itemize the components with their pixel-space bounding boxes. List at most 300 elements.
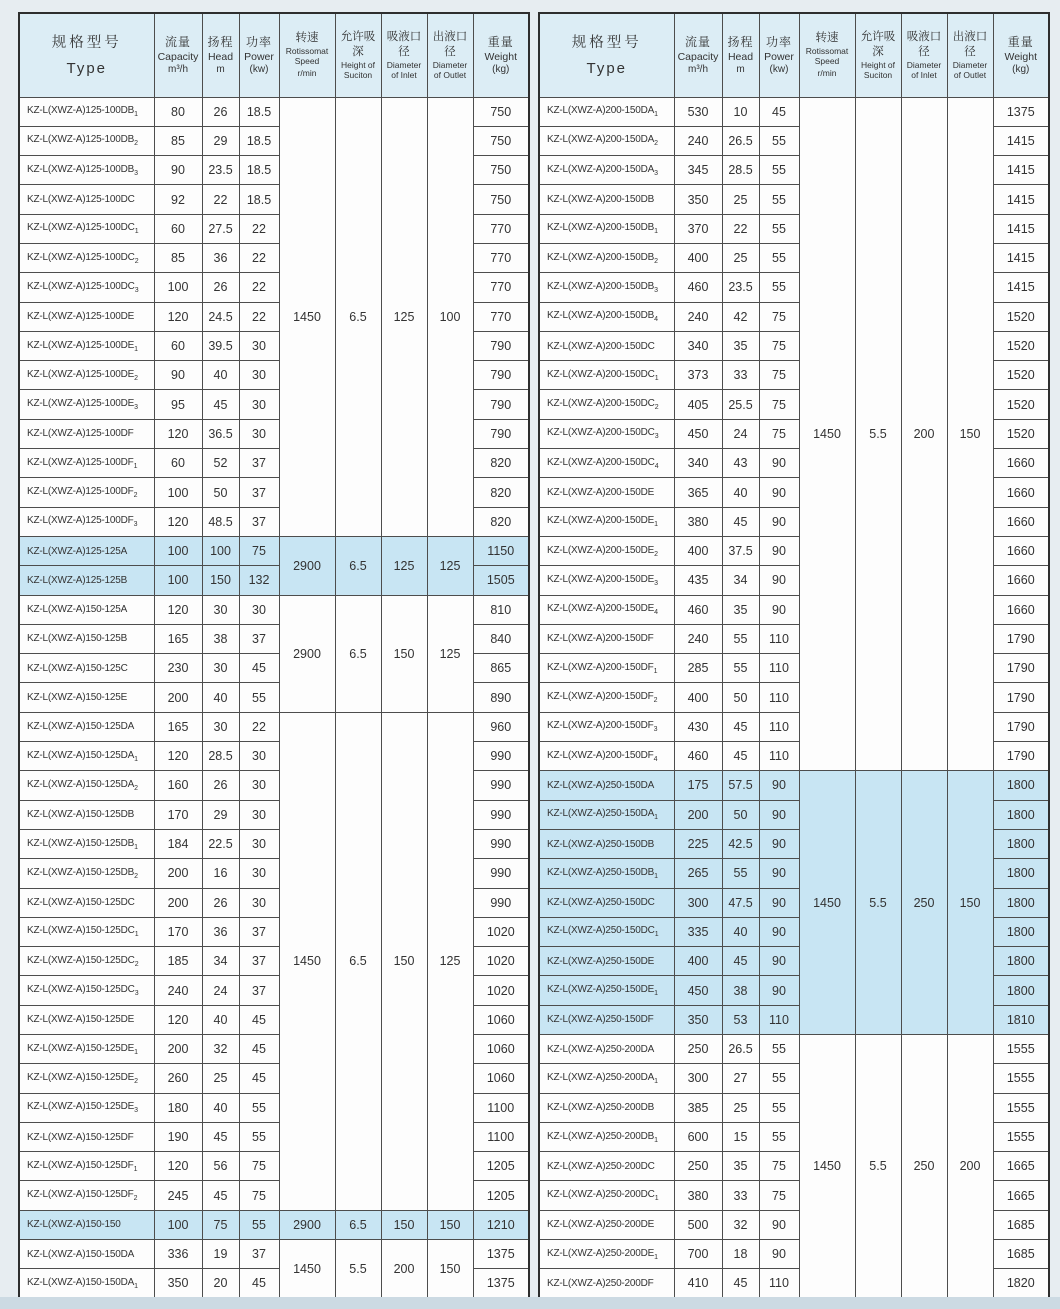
power-cell: 55 [239,683,279,712]
capacity-cell: 336 [154,1240,202,1269]
weight-cell: 1020 [473,976,529,1005]
head-cell: 36 [202,243,239,272]
weight-cell: 1555 [993,1122,1049,1151]
power-cell: 30 [239,361,279,390]
type-cell: $KZ-L(XWZ-A)150-125DF_2$ [19,1181,154,1210]
capacity-cell: 200 [154,859,202,888]
power-cell: 30 [239,742,279,771]
weight-cell: 750 [473,185,529,214]
power-cell: 37 [239,507,279,536]
spec-row [19,712,529,741]
type-cell: $KZ-L(XWZ-A)250-200DE_1$ [539,1240,674,1269]
weight-cell: 1555 [993,1035,1049,1064]
capacity-cell: 365 [674,478,722,507]
type-cell: KZ-L(XWZ-A)150-125DF [19,1122,154,1151]
weight-cell: 820 [473,507,529,536]
capacity-cell: 170 [154,917,202,946]
weight-cell: 1415 [993,126,1049,155]
head-cell: 45 [202,390,239,419]
weight-cell: 1790 [993,683,1049,712]
power-cell: 55 [239,1093,279,1122]
power-cell: 75 [239,1152,279,1181]
type-cell: $KZ-L(XWZ-A)150-125DC_3$ [19,976,154,1005]
type-cell: KZ-L(XWZ-A)125-100DE [19,302,154,331]
weight-cell: 1665 [993,1181,1049,1210]
capacity-cell: 400 [674,536,722,565]
capacity-cell: 200 [154,683,202,712]
power-cell: 90 [759,976,799,1005]
power-cell: 45 [239,1005,279,1034]
type-cell: $KZ-L(XWZ-A)200-150DB_3$ [539,273,674,302]
head-cell: 45 [722,742,759,771]
outlet-diameter-cell: 200 [947,1035,993,1299]
capacity-cell: 265 [674,859,722,888]
weight-cell: 1555 [993,1093,1049,1122]
power-cell: 45 [239,1035,279,1064]
outlet-diameter-cell: 125 [427,595,473,712]
power-cell: 45 [759,97,799,126]
weight-cell: 820 [473,478,529,507]
outlet-diameter-cell: 125 [427,536,473,595]
type-cell: $KZ-L(XWZ-A)200-150DA_3$ [539,156,674,185]
col-header-suction: 允许吸深 Height of Suciton [855,13,901,97]
head-cell: 15 [722,1122,759,1151]
capacity-cell: 160 [154,771,202,800]
speed-cell: 1450 [799,771,855,1035]
weight-cell: 1415 [993,156,1049,185]
capacity-cell: 120 [154,302,202,331]
capacity-cell: 430 [674,712,722,741]
type-cell: $KZ-L(XWZ-A)200-150DC_1$ [539,361,674,390]
power-cell: 90 [759,566,799,595]
weight-cell: 1660 [993,507,1049,536]
weight-cell: 890 [473,683,529,712]
left-table-slot [18,12,530,1299]
head-cell: 26.5 [722,126,759,155]
weight-cell: 1660 [993,536,1049,565]
weight-cell: 1660 [993,478,1049,507]
head-cell: 45 [722,1269,759,1298]
head-cell: 16 [202,859,239,888]
capacity-cell: 245 [154,1181,202,1210]
head-cell: 39.5 [202,331,239,360]
capacity-cell: 120 [154,1005,202,1034]
type-cell: KZ-L(XWZ-A)250-150DE [539,947,674,976]
head-cell: 25 [722,1093,759,1122]
head-cell: 28.5 [722,156,759,185]
head-cell: 43 [722,449,759,478]
power-cell: 110 [759,624,799,653]
col-header-inlet: 吸液口径 Diameter of Inlet [381,13,427,97]
head-cell: 23.5 [202,156,239,185]
power-cell: 75 [759,390,799,419]
weight-cell: 1660 [993,595,1049,624]
type-cell: $KZ-L(XWZ-A)200-150DA_2$ [539,126,674,155]
power-cell: 90 [759,1240,799,1269]
capacity-cell: 85 [154,243,202,272]
weight-cell: 1020 [473,917,529,946]
capacity-cell: 300 [674,888,722,917]
inlet-diameter-cell: 150 [381,595,427,712]
speed-cell: 2900 [279,536,335,595]
weight-cell: 1660 [993,566,1049,595]
col-header-head: 扬程 Head m [722,13,759,97]
power-cell: 75 [759,1181,799,1210]
type-cell: KZ-L(XWZ-A)150-125B [19,624,154,653]
type-cell: $KZ-L(XWZ-A)150-125DE_1$ [19,1035,154,1064]
capacity-cell: 120 [154,507,202,536]
weight-cell: 1820 [993,1269,1049,1298]
head-cell: 24 [202,976,239,1005]
type-cell: $KZ-L(XWZ-A)250-200DC_1$ [539,1181,674,1210]
capacity-cell: 60 [154,331,202,360]
type-cell: KZ-L(XWZ-A)200-150DB [539,185,674,214]
power-cell: 37 [239,976,279,1005]
head-cell: 35 [722,595,759,624]
type-cell: $KZ-L(XWZ-A)200-150DE_1$ [539,507,674,536]
head-cell: 26.5 [722,1035,759,1064]
head-cell: 10 [722,97,759,126]
suction-height-cell: 5.5 [855,97,901,771]
capacity-cell: 230 [154,654,202,683]
power-cell: 110 [759,1269,799,1298]
type-cell: $KZ-L(XWZ-A)250-200DA_1$ [539,1064,674,1093]
outlet-diameter-cell: 125 [427,712,473,1210]
power-cell: 22 [239,302,279,331]
head-cell: 38 [722,976,759,1005]
head-cell: 40 [202,683,239,712]
power-cell: 75 [759,331,799,360]
head-cell: 45 [722,947,759,976]
head-cell: 48.5 [202,507,239,536]
power-cell: 110 [759,742,799,771]
type-cell: $KZ-L(XWZ-A)200-150DC_2$ [539,390,674,419]
head-cell: 24.5 [202,302,239,331]
inlet-diameter-cell: 200 [381,1240,427,1299]
power-cell: 90 [759,478,799,507]
power-cell: 55 [759,1093,799,1122]
type-cell: $KZ-L(XWZ-A)150-125DF_1$ [19,1152,154,1181]
type-cell: KZ-L(XWZ-A)125-125A [19,536,154,565]
type-cell: KZ-L(XWZ-A)125-125B [19,566,154,595]
col-header-head: 扬程 Head m [202,13,239,97]
head-cell: 45 [722,507,759,536]
head-cell: 25 [722,185,759,214]
head-cell: 25 [722,243,759,272]
head-cell: 75 [202,1210,239,1239]
head-cell: 32 [722,1210,759,1239]
type-cell: KZ-L(XWZ-A)150-125C [19,654,154,683]
weight-cell: 1790 [993,654,1049,683]
power-cell: 55 [759,1035,799,1064]
power-cell: 55 [239,1210,279,1239]
capacity-cell: 370 [674,214,722,243]
weight-cell: 1520 [993,361,1049,390]
capacity-cell: 530 [674,97,722,126]
spec-row [539,771,1049,800]
weight-cell: 1800 [993,771,1049,800]
capacity-cell: 240 [674,624,722,653]
type-cell: $KZ-L(XWZ-A)125-100DF_1$ [19,449,154,478]
power-cell: 55 [759,185,799,214]
head-cell: 26 [202,97,239,126]
type-cell: KZ-L(XWZ-A)250-200DF [539,1269,674,1298]
type-cell: KZ-L(XWZ-A)150-125DB [19,800,154,829]
type-cell: $KZ-L(XWZ-A)200-150DF_4$ [539,742,674,771]
head-cell: 47.5 [722,888,759,917]
power-cell: 75 [239,536,279,565]
capacity-cell: 600 [674,1122,722,1151]
power-cell: 37 [239,917,279,946]
inlet-diameter-cell: 125 [381,97,427,536]
head-cell: 23.5 [722,273,759,302]
capacity-cell: 200 [154,1035,202,1064]
head-cell: 42.5 [722,829,759,858]
capacity-cell: 400 [674,683,722,712]
head-cell: 24 [722,419,759,448]
head-cell: 30 [202,712,239,741]
right-table-slot [538,12,1050,1299]
capacity-cell: 165 [154,624,202,653]
capacity-cell: 340 [674,331,722,360]
weight-cell: 1100 [473,1093,529,1122]
head-cell: 33 [722,361,759,390]
weight-cell: 1790 [993,742,1049,771]
weight-cell: 790 [473,331,529,360]
weight-cell: 1415 [993,185,1049,214]
left-spec-table [18,12,530,1299]
col-header-weight: 重量 Weight (kg) [473,13,529,97]
power-cell: 55 [759,1064,799,1093]
weight-cell: 1520 [993,331,1049,360]
speed-cell: 1450 [279,1240,335,1299]
weight-cell: 1415 [993,273,1049,302]
power-cell: 18.5 [239,156,279,185]
power-cell: 55 [759,1122,799,1151]
head-cell: 56 [202,1152,239,1181]
weight-cell: 770 [473,273,529,302]
type-cell: KZ-L(XWZ-A)200-150DF [539,624,674,653]
head-cell: 53 [722,1005,759,1034]
speed-cell: 2900 [279,1210,335,1239]
capacity-cell: 260 [154,1064,202,1093]
weight-cell: 1520 [993,419,1049,448]
type-cell: $KZ-L(XWZ-A)200-150DE_2$ [539,536,674,565]
col-header-speed: 转速 Rotissomat Speed r/min [799,13,855,97]
capacity-cell: 435 [674,566,722,595]
head-cell: 45 [202,1122,239,1151]
col-header-power: 功率 Power (kw) [759,13,799,97]
head-cell: 30 [202,654,239,683]
weight-cell: 750 [473,97,529,126]
head-cell: 40 [202,1093,239,1122]
weight-cell: 1060 [473,1064,529,1093]
capacity-cell: 250 [674,1035,722,1064]
power-cell: 90 [759,859,799,888]
power-cell: 55 [759,243,799,272]
capacity-cell: 190 [154,1122,202,1151]
power-cell: 18.5 [239,185,279,214]
head-cell: 29 [202,126,239,155]
weight-cell: 1375 [473,1240,529,1269]
type-cell: $KZ-L(XWZ-A)200-150DB_2$ [539,243,674,272]
type-cell: $KZ-L(XWZ-A)125-100DF_3$ [19,507,154,536]
power-cell: 90 [759,1210,799,1239]
power-cell: 30 [239,390,279,419]
capacity-cell: 335 [674,917,722,946]
head-cell: 30 [202,595,239,624]
head-cell: 22.5 [202,829,239,858]
col-header-power: 功率 Power (kw) [239,13,279,97]
col-header-suction: 允许吸深 Height of Suciton [335,13,381,97]
power-cell: 90 [759,947,799,976]
weight-cell: 1660 [993,449,1049,478]
weight-cell: 840 [473,624,529,653]
power-cell: 30 [239,829,279,858]
col-header-outlet: 出液口径 Diameter of Outlet [427,13,473,97]
col-header-type: 规格型号 Type [19,13,154,97]
type-cell: $KZ-L(XWZ-A)150-125DC_1$ [19,917,154,946]
type-cell: KZ-L(XWZ-A)250-200DC [539,1152,674,1181]
power-cell: 110 [759,654,799,683]
weight-cell: 790 [473,390,529,419]
capacity-cell: 340 [674,449,722,478]
power-cell: 30 [239,888,279,917]
head-cell: 22 [202,185,239,214]
capacity-cell: 100 [154,273,202,302]
head-cell: 150 [202,566,239,595]
capacity-cell: 350 [154,1269,202,1298]
capacity-cell: 170 [154,800,202,829]
capacity-cell: 225 [674,829,722,858]
capacity-cell: 92 [154,185,202,214]
outlet-diameter-cell: 150 [947,97,993,771]
type-cell: $KZ-L(XWZ-A)125-100DE_1$ [19,331,154,360]
type-cell: $KZ-L(XWZ-A)250-150DA_1$ [539,800,674,829]
type-cell: $KZ-L(XWZ-A)200-150DB_1$ [539,214,674,243]
weight-cell: 1415 [993,214,1049,243]
weight-cell: 1505 [473,566,529,595]
weight-cell: 1205 [473,1181,529,1210]
speed-cell: 2900 [279,595,335,712]
capacity-cell: 60 [154,449,202,478]
type-cell: $KZ-L(XWZ-A)125-100DF_2$ [19,478,154,507]
weight-cell: 770 [473,302,529,331]
head-cell: 18 [722,1240,759,1269]
power-cell: 22 [239,712,279,741]
head-cell: 37.5 [722,536,759,565]
capacity-cell: 60 [154,214,202,243]
weight-cell: 1020 [473,947,529,976]
head-cell: 38 [202,624,239,653]
weight-cell: 1100 [473,1122,529,1151]
weight-cell: 990 [473,800,529,829]
weight-cell: 820 [473,449,529,478]
capacity-cell: 300 [674,1064,722,1093]
suction-height-cell: 5.5 [335,1240,381,1299]
power-cell: 37 [239,1240,279,1269]
col-header-type: 规格型号 Type [539,13,674,97]
type-cell: KZ-L(XWZ-A)125-100DC [19,185,154,214]
power-cell: 75 [759,1152,799,1181]
head-cell: 25.5 [722,390,759,419]
power-cell: 30 [239,859,279,888]
inlet-diameter-cell: 150 [381,712,427,1210]
head-cell: 100 [202,536,239,565]
power-cell: 110 [759,712,799,741]
type-cell: KZ-L(XWZ-A)250-200DA [539,1035,674,1064]
type-cell: $KZ-L(XWZ-A)200-150DE_3$ [539,566,674,595]
capacity-cell: 450 [674,419,722,448]
weight-cell: 1205 [473,1152,529,1181]
inlet-diameter-cell: 250 [901,771,947,1035]
type-cell: KZ-L(XWZ-A)250-150DB [539,829,674,858]
capacity-cell: 373 [674,361,722,390]
head-cell: 50 [722,800,759,829]
type-cell: $KZ-L(XWZ-A)125-100DB_3$ [19,156,154,185]
power-cell: 55 [759,273,799,302]
spec-row [19,536,529,565]
capacity-cell: 460 [674,273,722,302]
power-cell: 55 [759,156,799,185]
inlet-diameter-cell: 200 [901,97,947,771]
spec-row [19,97,529,126]
capacity-cell: 240 [674,126,722,155]
head-cell: 40 [722,917,759,946]
power-cell: 55 [239,1122,279,1151]
weight-cell: 1555 [993,1064,1049,1093]
capacity-cell: 120 [154,419,202,448]
weight-cell: 990 [473,771,529,800]
col-header-capacity: 流量 Capacity m³/h [154,13,202,97]
capacity-cell: 240 [154,976,202,1005]
capacity-cell: 120 [154,595,202,624]
head-cell: 55 [722,624,759,653]
power-cell: 132 [239,566,279,595]
type-cell: $KZ-L(XWZ-A)125-100DC_3$ [19,273,154,302]
type-cell: $KZ-L(XWZ-A)200-150DB_4$ [539,302,674,331]
power-cell: 75 [759,419,799,448]
type-cell: KZ-L(XWZ-A)150-125DE [19,1005,154,1034]
weight-cell: 1375 [993,97,1049,126]
power-cell: 22 [239,243,279,272]
power-cell: 90 [759,536,799,565]
capacity-cell: 80 [154,97,202,126]
power-cell: 55 [759,126,799,155]
capacity-cell: 385 [674,1093,722,1122]
head-cell: 36.5 [202,419,239,448]
spec-row [19,1210,529,1239]
weight-cell: 1520 [993,302,1049,331]
weight-cell: 810 [473,595,529,624]
capacity-cell: 200 [674,800,722,829]
head-cell: 28.5 [202,742,239,771]
type-cell: KZ-L(XWZ-A)250-150DF [539,1005,674,1034]
type-cell: $KZ-L(XWZ-A)200-150DF_1$ [539,654,674,683]
weight-cell: 770 [473,243,529,272]
suction-height-cell: 6.5 [335,712,381,1210]
col-header-speed: 转速 Rotissomat Speed r/min [279,13,335,97]
type-cell: KZ-L(XWZ-A)150-125DC [19,888,154,917]
head-cell: 33 [722,1181,759,1210]
type-cell: $KZ-L(XWZ-A)125-100DE_2$ [19,361,154,390]
power-cell: 45 [239,1064,279,1093]
capacity-cell: 100 [154,478,202,507]
capacity-cell: 400 [674,947,722,976]
speed-cell: 1450 [279,97,335,536]
outlet-diameter-cell: 150 [427,1240,473,1299]
type-cell: KZ-L(XWZ-A)150-125DA [19,712,154,741]
